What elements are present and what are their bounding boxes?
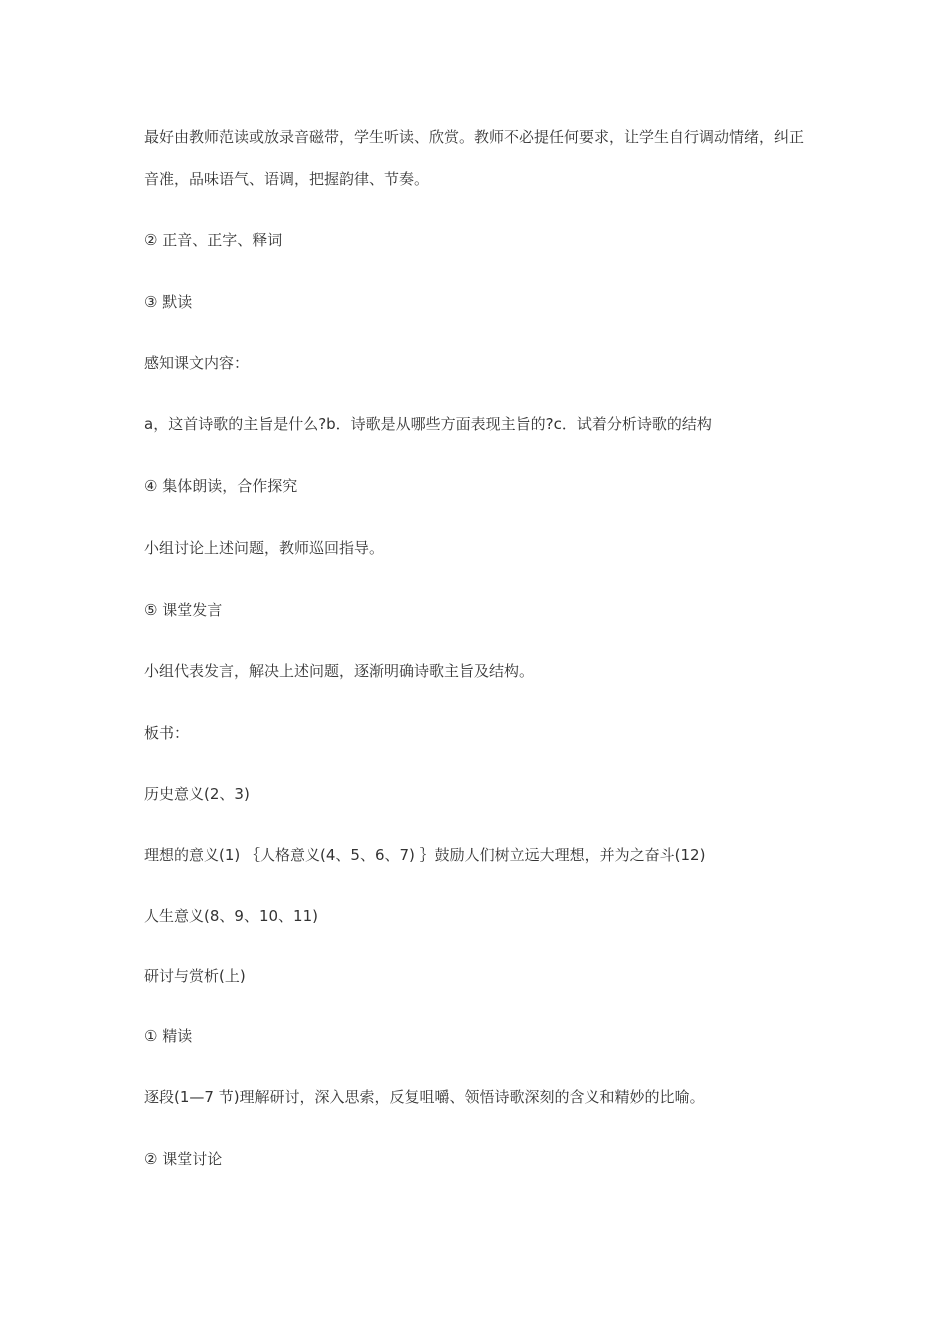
paragraph-blackboard: 板书： (144, 724, 190, 742)
paragraph-step-1-close-reading: ① 精读 (144, 1027, 193, 1045)
paragraph-representative: 小组代表发言，解决上述问题，逐渐明确诗歌主旨及结构。 (144, 662, 535, 680)
paragraph-group-discussion: 小组讨论上述问题，教师巡回指导。 (144, 539, 385, 557)
paragraph-ideal-meaning: 理想的意义(1) ｛人格意义(4、5、6、7) ｝鼓励人们树立远大理想，并为之奋斗(12) (144, 846, 706, 864)
paragraph-step-2-discussion: ② 课堂讨论 (144, 1150, 223, 1168)
paragraph-step-3: ③ 默读 (144, 293, 193, 311)
paragraph-step-5: ⑤ 课堂发言 (144, 601, 223, 619)
paragraph-study-heading: 研讨与赏析(上) (144, 967, 246, 985)
paragraph-perceive: 感知课文内容： (144, 354, 250, 372)
paragraph-intro: 最好由教师范读或放录音磁带，学生听读、欣赏。教师不必提任何要求，让学生自行调动情绪，纠正音准，品味语气、语调，把握韵律、节奏。 (144, 128, 805, 188)
paragraph-step-2: ② 正音、正字、释词 (144, 231, 283, 249)
paragraph-questions: a，这首诗歌的主旨是什么?b．诗歌是从哪些方面表现主旨的?c．试着分析诗歌的结构 (144, 415, 712, 433)
paragraph-historical-meaning: 历史意义(2、3) (144, 785, 250, 803)
paragraph-step-4: ④ 集体朗读，合作探究 (144, 477, 298, 495)
paragraph-section-study: 逐段(1—7 节)理解研讨，深入思索，反复咀嚼、领悟诗歌深刻的含义和精妙的比喻。 (144, 1088, 705, 1106)
paragraph-life-meaning: 人生意义(8、9、10、11) (144, 907, 318, 925)
